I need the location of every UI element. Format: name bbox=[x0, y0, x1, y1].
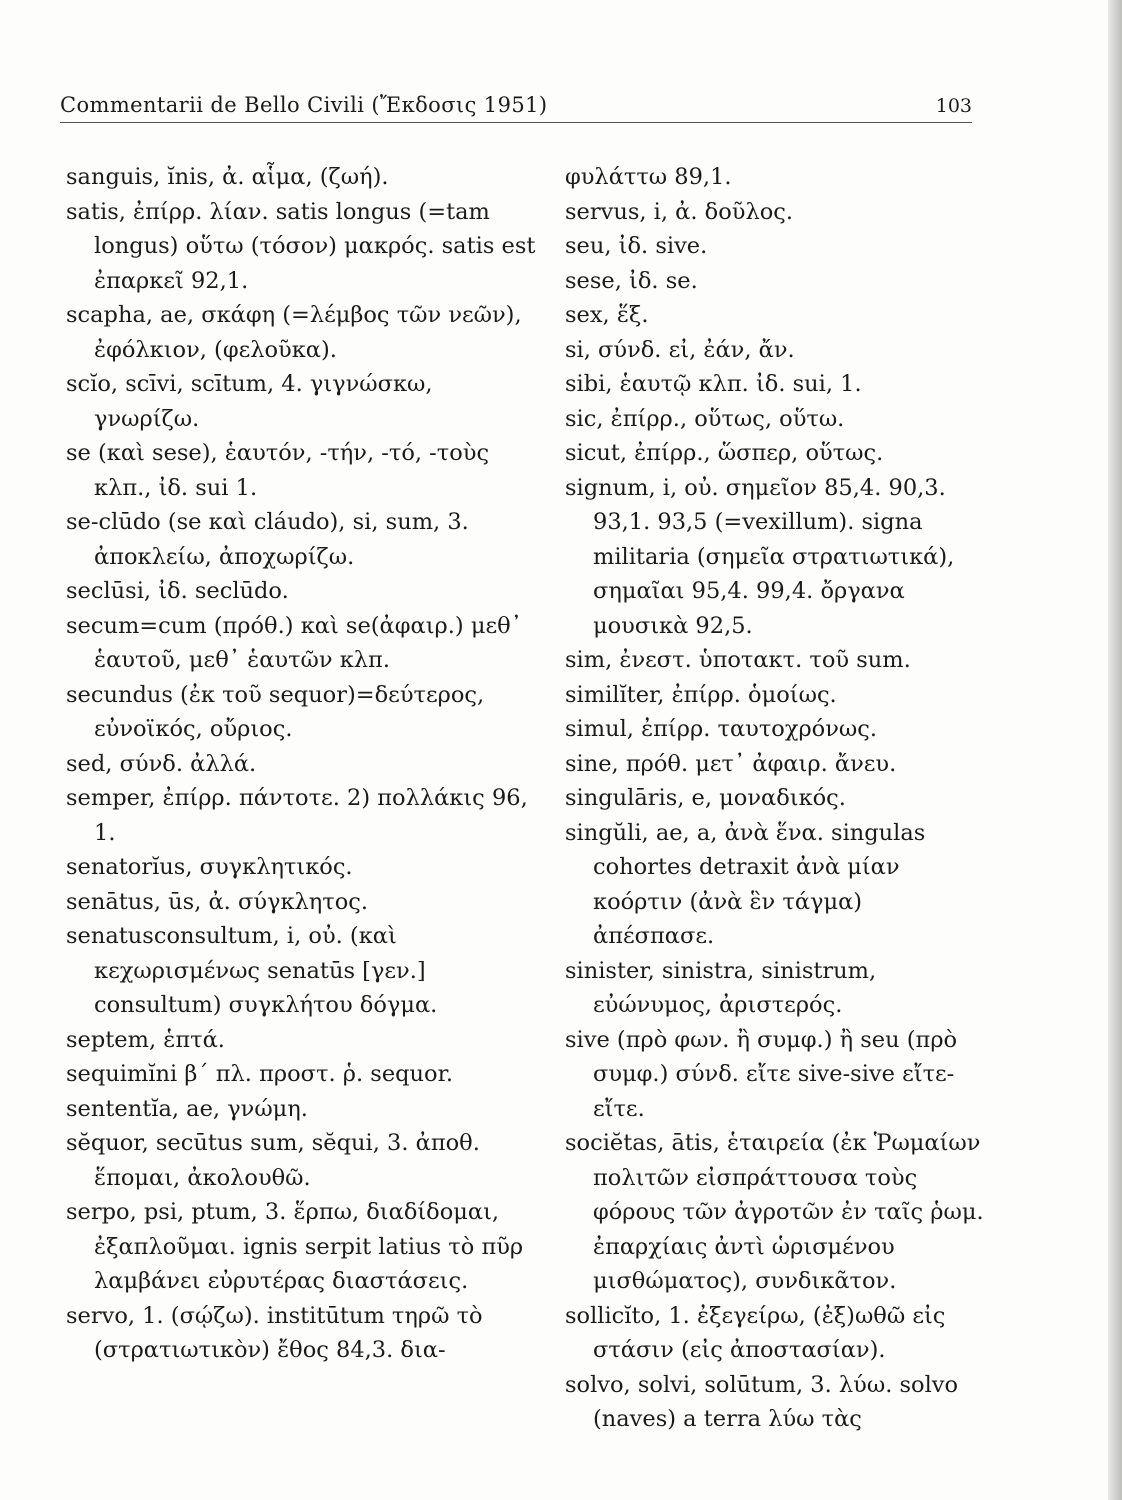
dictionary-entry: secundus (ἐκ τοῦ sequor)=δεύτερος, εὐνοϊκός, οὔριος. bbox=[66, 681, 485, 742]
page-edge-shadow bbox=[1108, 0, 1122, 1500]
dictionary-entry: sine, πρόθ. μετ᾽ ἀφαιρ. ἄνευ. bbox=[565, 750, 897, 777]
dictionary-entry: se (καὶ sese), ἑαυτόν, -τήν, -τό, -τοὺς κλπ., ἰδ. sui 1. bbox=[66, 440, 490, 501]
dictionary-entry: sicut, ἐπίρρ., ὥσπερ, οὕτως. bbox=[565, 440, 884, 466]
dictionary-entry: servus, i, ἀ. δοῦλος. bbox=[565, 198, 793, 225]
dictionary-entry: si, σύνδ. εἰ, ἐάν, ἄν. bbox=[565, 336, 795, 363]
dictionary-entry-continuation: φυλάττω 89,1. bbox=[565, 164, 732, 190]
dictionary-entry: servo, 1. (σῴζω). institūtum τηρῶ τὸ (στρατιωτικὸν) ἔθος 84,3. δια- bbox=[66, 1302, 483, 1363]
dictionary-entry: signum, i, οὐ. σημεῖον 85,4. 90,3. 93,1. 93,5 (=vexillum). signa militaria (σημεῖα στρατιωτικά), σημαῖαι 95,4. 99,4. ὄργανα μουσικὰ 92,5. bbox=[565, 474, 955, 639]
dictionary-entry: sed, σύνδ. ἀλλά. bbox=[66, 750, 257, 777]
dictionary-entry: serpo, psi, ptum, 3. ἕρπω, διαδίδομαι, ἐξαπλοῦμαι. ignis serpit latius τὸ πῦρ λαμβάνει εὐρυτέρας διαστάσεις. bbox=[66, 1199, 524, 1294]
dictionary-entry: sinister, sinistra, sinistrum, εὐώνυμος, ἀριστερός. bbox=[565, 957, 877, 1018]
dictionary-entry: sex, ἕξ. bbox=[565, 302, 649, 328]
dictionary-entry: sese, ἰδ. se. bbox=[565, 267, 698, 294]
dictionary-entry: senatorĭus, συγκλητικός. bbox=[66, 854, 353, 880]
page-number: 103 bbox=[935, 95, 972, 117]
dictionary-entry: scĭo, scīvi, scītum, 4. γιγνώσκω, γνωρίζω. bbox=[66, 371, 433, 432]
dictionary-entry: septem, ἑπτά. bbox=[66, 1026, 225, 1053]
dictionary-entry: senātus, ūs, ἀ. σύγκλητος. bbox=[66, 888, 369, 915]
dictionary-entry: sanguis, ĭnis, ἀ. αἷμα, (ζωή). bbox=[66, 164, 389, 190]
dictionary-entry: singŭli, ae, a, ἀνὰ ἕνα. singulas cohortes detraxit ἀνὰ μίαν κοόρτιν (ἀνὰ ἓν τάγμα) ἀπέσπασε. bbox=[565, 819, 926, 949]
dictionary-entry: sĕquor, secūtus sum, sĕqui, 3. ἀποθ. ἕπομαι, ἀκολουθῶ. bbox=[66, 1130, 480, 1191]
left-column bbox=[66, 160, 536, 1368]
dictionary-entry: similĭter, ἐπίρρ. ὁμοίως. bbox=[565, 681, 837, 708]
dictionary-entry: sententĭa, ae, γνώμη. bbox=[66, 1095, 308, 1122]
dictionary-entry: sic, ἐπίρρ., οὕτως, οὕτω. bbox=[565, 405, 845, 432]
dictionary-entry: secum=cum (πρόθ.) καὶ se(ἀφαιρ.) μεθ᾽ ἑαυτοῦ, μεθ᾽ ἑαυτῶν κλπ. bbox=[66, 612, 522, 673]
dictionary-entry: seclūsi, ἰδ. seclūdo. bbox=[66, 578, 289, 604]
dictionary-entry: simul, ἐπίρρ. ταυτοχρόνως. bbox=[565, 716, 878, 742]
right-column bbox=[565, 160, 990, 1437]
dictionary-entry: scapha, ae, σκάφη (=λέμβος τῶν νεῶν), ἐφόλκιον, (φελοῦκα). bbox=[66, 302, 522, 363]
dictionary-entry: sociĕtas, ātis, ἑταιρεία (ἐκ Ῥωμαίων πολιτῶν εἰσπράττουσα τοὺς φόρους τῶν ἀγροτῶν ἐν ταῖς ῥωμ. ἐπαρχίαις ἀντὶ ὡρισμένου μισθώματος), συνδικᾶτον. bbox=[565, 1130, 984, 1294]
dictionary-entry: satis, ἐπίρρ. λίαν. satis longus (=tam longus) οὕτω (τόσον) μακρός. satis est ἐπαρκεῖ 92,1. bbox=[66, 198, 536, 294]
dictionary-entry: sim, ἐνεστ. ὑποτακτ. τοῦ sum. bbox=[565, 647, 911, 673]
dictionary-entry: sollicĭto, 1. ἐξεγείρω, (ἐξ)ωθῶ εἰς στάσιν (εἰς ἀποστασίαν). bbox=[565, 1302, 946, 1363]
dictionary-entry: sibi, ἑαυτῷ κλπ. ἰδ. sui, 1. bbox=[565, 371, 862, 397]
dictionary-entry: semper, ἐπίρρ. πάντοτε. 2) πολλάκις 96, 1. bbox=[66, 785, 528, 846]
running-title: Commentarii de Bello Civili (Ἔκδοσις 1951) bbox=[60, 93, 548, 117]
dictionary-entry: se-clūdo (se καὶ cláudo), si, sum, 3. ἀποκλείω, ἀποχωρίζω. bbox=[66, 509, 469, 570]
dictionary-entry: senatusconsultum, i, οὐ. (καὶ κεχωρισμένως senatūs [γεν.] consultum) συγκλήτου δόγμα. bbox=[66, 923, 438, 1018]
dictionary-entry: solvo, solvi, solūtum, 3. λύω. solvo (naves) a terra λύω τὰς bbox=[565, 1371, 959, 1432]
dictionary-entry: sequimĭni β΄ πλ. προστ. ῥ. sequor. bbox=[66, 1061, 454, 1087]
dictionary-entry: seu, ἰδ. sive. bbox=[565, 233, 708, 259]
running-header bbox=[60, 88, 972, 123]
dictionary-entry: sive (πρὸ φων. ἢ συμφ.) ἢ seu (πρὸ συμφ.) σύνδ. εἴτε sive-sive εἴτε-εἴτε. bbox=[565, 1026, 958, 1122]
dictionary-entry: singulāris, e, μοναδικός. bbox=[565, 785, 846, 811]
